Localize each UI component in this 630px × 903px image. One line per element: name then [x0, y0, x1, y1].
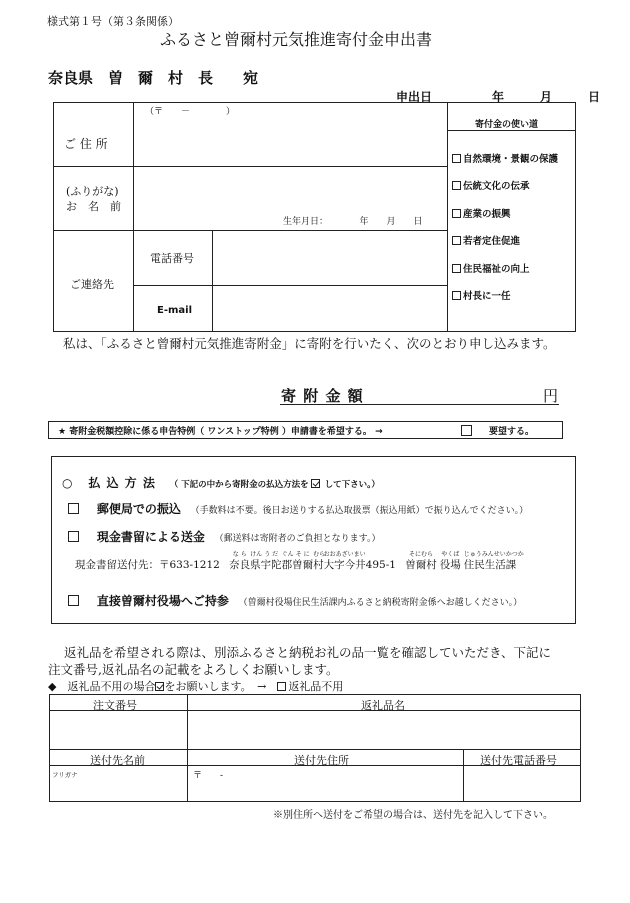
payment-option-cash[interactable]: 現金書留による送金 （郵送料は寄附者のご負担となります。） — [68, 528, 380, 545]
checkbox-icon — [452, 181, 461, 190]
cash-mailing-address: 現金書留送付先：〒633-1212 な ら 奈良 けん 県 う だ 宇陀 ぐん 郡 そ に 曽爾 むら 村 おおあざいまい 大字今井495-1 そにむら 曽爾村 やくば 役場 じゅうみんせいかつか 住民生活課 — [75, 551, 524, 571]
usage-option-nature[interactable]: 自然環境・景観の保護 — [452, 151, 558, 165]
usage-option-youth[interactable]: 若者定住促進 — [452, 233, 520, 247]
checkbox-icon — [452, 236, 461, 245]
postal-code-field[interactable]: （〒 － ） — [145, 107, 236, 117]
gift-paragraph-line1: 返礼品を希望される際は、別添ふるさと納税お礼の品一覧を確認していただき、下記に — [64, 645, 552, 660]
order-number-header: 注文番号 — [93, 699, 137, 712]
usage-option-culture[interactable]: 伝統文化の伝承 — [452, 178, 530, 192]
form-number: 様式第１号（第３条関係） — [47, 15, 179, 28]
usage-option-mayor[interactable]: 村長に一任 — [452, 288, 511, 302]
form-title: ふるさと曾爾村元気推進寄付金申出書 — [160, 30, 433, 49]
gift-paragraph-line2: 注文番号,返礼品名の記載をよろしくお願いします。 — [48, 662, 339, 677]
ship-phone-input[interactable] — [464, 766, 580, 801]
contact-label: ご連絡先 — [70, 278, 114, 291]
addressee: 奈良県 曽 爾 村 長 宛 — [48, 69, 259, 87]
one-stop-suffix: 要望する。 — [489, 427, 535, 437]
ship-name-furigana-label: フリガナ — [52, 771, 78, 779]
one-stop-checkbox-icon[interactable] — [461, 425, 472, 436]
payment-heading: ○ 払 込 方 法 （ 下記の中から寄附金の払込方法を して下さい。） — [62, 476, 380, 490]
checkmark-box-icon — [155, 682, 164, 691]
amount-input-line[interactable] — [280, 404, 559, 405]
application-statement: 私は、「ふるさと曾爾村元気推進寄附金」に寄附を行いたく、次のとおり申し込みます。 — [63, 336, 556, 351]
name-label: お 名 前 — [66, 200, 121, 213]
payment-option-postal[interactable]: 郵便局での振込 （手数料は不要。後日お送りする払込取扱票（振込用紙）で振り込んでください。） — [68, 500, 528, 517]
usage-option-industry[interactable]: 産業の振興 — [452, 206, 511, 220]
checkbox-icon — [452, 264, 461, 273]
ship-phone-header: 送付先電話番号 — [480, 754, 557, 767]
ship-address-input[interactable] — [188, 766, 462, 801]
birth-date-field[interactable]: 生年月日： 年 月 日 — [283, 217, 423, 227]
gift-optout-row: ◆ 返礼品不用の場合 をお願いします。 → 返礼品不用 — [48, 680, 344, 693]
phone-label: 電話番号 — [150, 252, 194, 265]
ship-name-input[interactable] — [50, 766, 186, 801]
gift-name-input[interactable] — [188, 711, 580, 748]
order-number-input[interactable] — [50, 711, 186, 748]
amount-unit: 円 — [543, 387, 559, 405]
ship-address-header: 送付先住所 — [294, 754, 349, 767]
email-label: E-mail — [157, 305, 193, 316]
usage-option-welfare[interactable]: 住民福祉の向上 — [452, 261, 530, 275]
ship-address-postal: 〒 - — [193, 771, 224, 781]
checkbox-icon — [68, 531, 79, 542]
payment-option-visit[interactable]: 直接曽爾村役場へご持参 （曽爾村役場住民生活課内ふるさと納税寄附金係へお越しください。） — [68, 592, 522, 609]
checkbox-icon — [68, 595, 79, 606]
one-stop-text: ★ 寄附金税額控除に係る申告特例（ ワンストップ特例 ）申請書を希望する。 → — [58, 427, 383, 437]
application-date: 申出日 年 月 日 — [396, 90, 601, 104]
checkbox-icon — [452, 291, 461, 300]
gift-name-header: 返礼品名 — [361, 699, 405, 712]
checkbox-icon — [452, 209, 461, 218]
gift-optout-checkbox-icon[interactable] — [277, 682, 286, 691]
checkmark-box-icon — [311, 479, 320, 488]
furigana-label: (ふりがな) — [66, 185, 119, 198]
checkbox-icon — [452, 154, 461, 163]
amount-label: 寄 附 金 額 — [281, 387, 364, 405]
address-label: ご 住 所 — [64, 137, 108, 151]
ship-name-header: 送付先名前 — [90, 754, 145, 767]
footnote: ※別住所へ送付をご希望の場合は、送付先を記入して下さい。 — [273, 810, 553, 821]
usage-title: 寄付金の使い道 — [475, 120, 539, 130]
checkbox-icon — [68, 503, 79, 514]
